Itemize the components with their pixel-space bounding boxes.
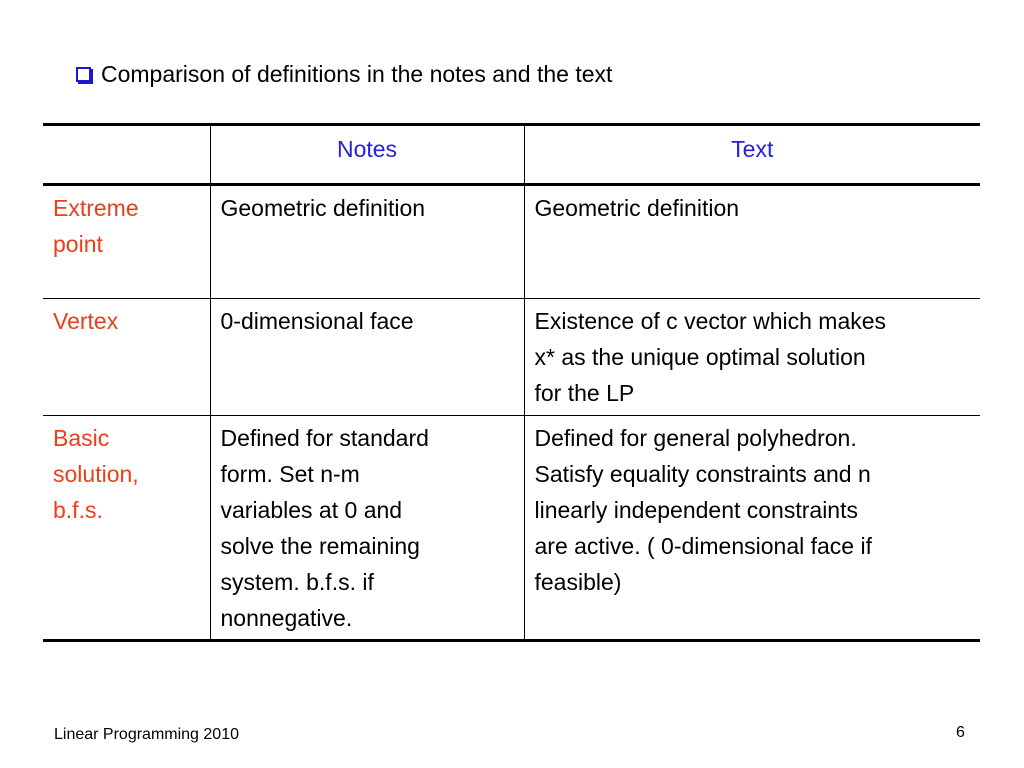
header-cell-empty: [43, 125, 210, 185]
slide-heading-text: Comparison of definitions in the notes and the text: [101, 61, 613, 87]
row-label-vertex: Vertex: [43, 299, 210, 416]
cell-notes-basic-solution: Defined for standard form. Set n-m variables at 0 and solve the remaining system. b.f.s. if nonnegative.: [210, 416, 524, 641]
row-label-basic-solution: Basic solution, b.f.s.: [43, 416, 210, 641]
footer-page-number: 6: [956, 724, 965, 741]
table-header-row: [43, 125, 980, 185]
cell-text-basic-solution: Defined for general polyhedron. Satisfy equality constraints and n linearly independent constraints are active. ( 0-dimensional face if feasible): [524, 416, 980, 641]
row-label-extreme-point: Extreme point: [43, 185, 210, 299]
cell-text-extreme-point: Geometric definition: [524, 185, 980, 299]
table-row: [43, 185, 980, 299]
cell-notes-vertex: 0-dimensional face: [210, 299, 524, 416]
header-cell-text: Text: [524, 125, 980, 185]
header-cell-notes: Notes: [210, 125, 524, 185]
cell-text-vertex: Existence of c vector which makes x* as the unique optimal solution for the LP: [524, 299, 980, 416]
footer-course-title: Linear Programming 2010: [54, 726, 239, 743]
cell-notes-extreme-point: Geometric definition: [210, 185, 524, 299]
square-bullet-icon: [76, 67, 91, 82]
slide-heading: [76, 58, 612, 90]
comparison-table: [43, 123, 980, 642]
table-row: [43, 416, 980, 641]
table-row: [43, 299, 980, 416]
